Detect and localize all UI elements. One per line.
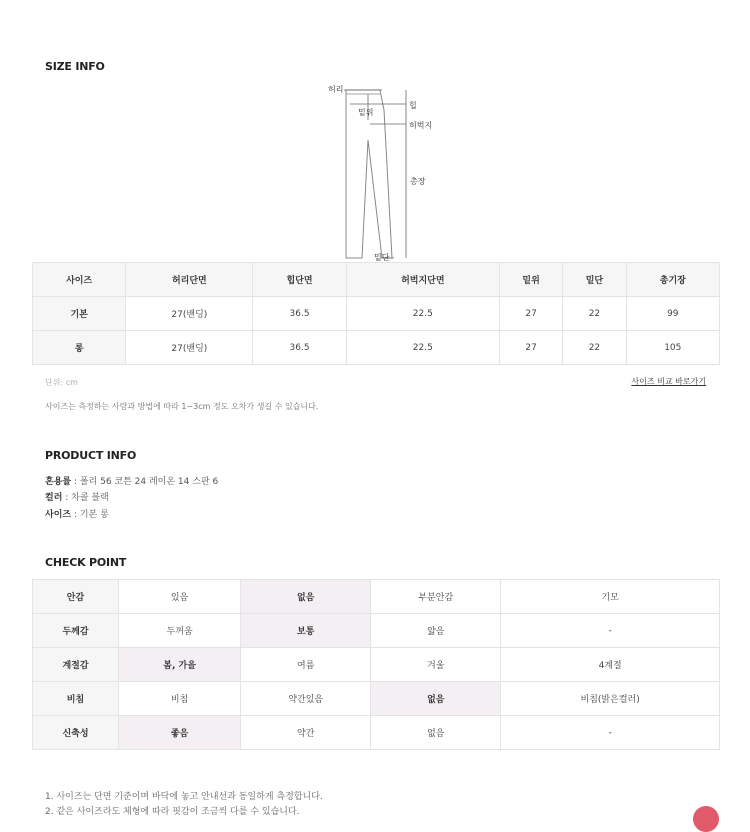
- check-option: 비침: [119, 682, 241, 716]
- check-option: 기모: [501, 580, 720, 614]
- table-cell: 22.5: [346, 331, 499, 365]
- table-cell: 22: [563, 331, 626, 365]
- table-cell: 105: [626, 331, 719, 365]
- size-compare-link[interactable]: 사이즈 비교 바로가기: [631, 377, 706, 386]
- table-cell: 36.5: [253, 297, 346, 331]
- table-row: [33, 297, 720, 331]
- check-label: 신축성: [33, 716, 119, 750]
- check-option-selected: 보통: [241, 614, 371, 648]
- table-cell: 99: [626, 297, 719, 331]
- table-cell: 36.5: [253, 331, 346, 365]
- check-option: 얇음: [371, 614, 501, 648]
- header-cell: 힙단면: [253, 263, 346, 297]
- size-note: 사이즈는 측정하는 사람과 방법에 따라 1~3cm 정도 오차가 생길 수 있습니다.: [45, 402, 319, 411]
- info-label: 컬러: [45, 493, 63, 503]
- info-value: : 기본 롱: [71, 510, 109, 520]
- table-cell: 27(밴딩): [126, 297, 253, 331]
- check-option-selected: 좋음: [119, 716, 241, 750]
- check-option: 비침(밝은컬러): [501, 682, 720, 716]
- check-option: 없음: [371, 716, 501, 750]
- check-row: [33, 614, 720, 648]
- label-length: 총장: [410, 177, 426, 186]
- floating-action-button[interactable]: [693, 806, 719, 832]
- check-row: [33, 580, 720, 614]
- check-option: 두꺼움: [119, 614, 241, 648]
- check-label: 비침: [33, 682, 119, 716]
- header-cell: 허벅지단면: [346, 263, 499, 297]
- table-cell: 롱: [33, 331, 126, 365]
- label-rise: 밑위: [358, 108, 374, 117]
- info-line-material: [45, 474, 218, 487]
- product-info-title: PRODUCT INFO: [45, 449, 137, 462]
- check-label: 안감: [33, 580, 119, 614]
- table-cell: 22: [563, 297, 626, 331]
- check-point-title: CHECK POINT: [45, 556, 127, 569]
- size-table: [32, 262, 720, 365]
- check-row: [33, 682, 720, 716]
- table-cell: 27: [499, 331, 562, 365]
- table-cell: 27: [499, 297, 562, 331]
- info-value: : 폴리 56 코튼 24 레이온 14 스판 6: [71, 477, 219, 487]
- check-row: [33, 648, 720, 682]
- table-cell: 27(밴딩): [126, 331, 253, 365]
- check-point-table: [32, 579, 720, 750]
- check-label: 계절감: [33, 648, 119, 682]
- info-value: : 차콜 블랙: [62, 493, 109, 503]
- header-cell: 허리단면: [126, 263, 253, 297]
- footnote-2: 2. 같은 사이즈라도 체형에 따라 핏감이 조금씩 다를 수 있습니다.: [45, 807, 300, 817]
- info-label: 혼용률: [45, 477, 72, 487]
- check-option-selected: 봄, 가을: [119, 648, 241, 682]
- header-cell: 사이즈: [33, 263, 126, 297]
- info-line-color: [45, 490, 109, 503]
- info-label: 사이즈: [45, 510, 72, 520]
- check-option-selected: 없음: [371, 682, 501, 716]
- header-cell: 총기장: [626, 263, 719, 297]
- check-option: 부분안감: [371, 580, 501, 614]
- footnote-1: 1. 사이즈는 단면 기준이며 바닥에 놓고 안내선과 동일하게 측정합니다.: [45, 792, 323, 802]
- size-info-title: SIZE INFO: [45, 60, 105, 73]
- label-hem: 밑단: [374, 253, 390, 262]
- check-row: [33, 716, 720, 750]
- check-option-selected: 없음: [241, 580, 371, 614]
- label-hip: 힙: [409, 101, 417, 110]
- check-option: 겨울: [371, 648, 501, 682]
- check-option: -: [501, 716, 720, 750]
- info-line-size: [45, 507, 109, 520]
- size-table-header-row: [33, 263, 720, 297]
- check-option: 4계절: [501, 648, 720, 682]
- label-waist: 허리: [328, 85, 344, 94]
- check-option: -: [501, 614, 720, 648]
- check-option: 여름: [241, 648, 371, 682]
- pants-diagram: [320, 80, 450, 265]
- check-option: 있음: [119, 580, 241, 614]
- header-cell: 밑위: [499, 263, 562, 297]
- header-cell: 밑단: [563, 263, 626, 297]
- check-option: 약간: [241, 716, 371, 750]
- table-cell: 기본: [33, 297, 126, 331]
- table-row: [33, 331, 720, 365]
- unit-label: 단위: cm: [45, 378, 78, 387]
- label-thigh: 허벅지: [409, 121, 433, 130]
- table-cell: 22.5: [346, 297, 499, 331]
- check-option: 약간있음: [241, 682, 371, 716]
- check-label: 두께감: [33, 614, 119, 648]
